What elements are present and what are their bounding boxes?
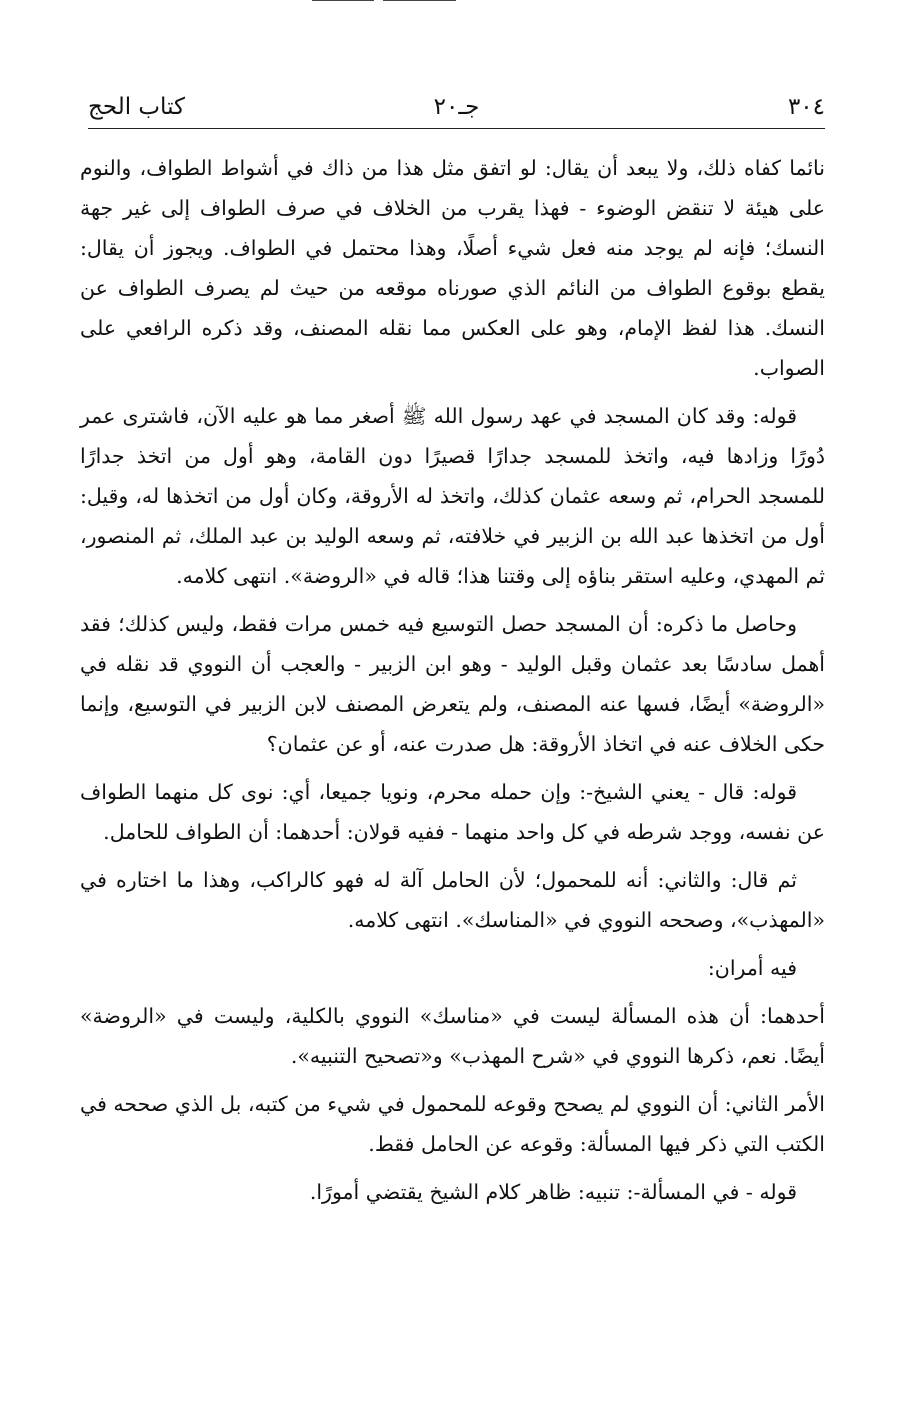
paragraph: الأمر الثاني: أن النووي لم يصحح وقوعه للمحمول في شيء من كتبه، بل الذي صححه في الكتب التي ذكر فيها المسألة: وقوعه عن الحامل فقط. xyxy=(80,1092,825,1156)
running-header xyxy=(88,88,825,128)
header-rule xyxy=(88,128,825,129)
book-title: كتاب الحج xyxy=(88,94,185,120)
paragraph: نائما كفاه ذلك، ولا يبعد أن يقال: لو اتفق مثل هذا من ذاك في أشواط الطواف، والنوم على هيئة لا تنقض الوضوء - فهذا يقرب من الخلاف في صرف الطواف إلى غير جهة النسك؛ فإنه لم يوجد منه فعل شيء أصلًا، وهذا محتمل في الطواف. ويجوز أن يقال: يقطع بوقوع الطواف من النائم الذي صورناه موقعه من حيث لم يصرف الطواف عن النسك. هذا لفظ الإمام، وهو على العكس مما نقله المصنف، وقد ذكره الرافعي على الصواب. xyxy=(80,156,825,380)
paragraph: ثم قال: والثاني: أنه للمحمول؛ لأن الحامل آلة له فهو كالراكب، وهذا ما اختاره في «المهذب»، وصححه النووي في «المناسك». انتهى كلامه. xyxy=(80,868,825,932)
paragraph: قوله: قال - يعني الشيخ-: وإن حمله محرم، ونويا جميعا، أي: نوى كل منهما الطواف عن نفسه، ووجد شرطه في كل واحد منهما - ففيه قولان: أحدهما: أن الطواف للحامل. xyxy=(80,780,825,844)
top-decorative-rule xyxy=(383,0,456,5)
paragraph: قوله: وقد كان المسجد في عهد رسول الله ﷺ أصغر مما هو عليه الآن، فاشترى عمر دُورًا وزادها فيه، واتخذ للمسجد جدارًا قصيرًا دون القامة، وهو أول من اتخذ جدارًا للمسجد الحرام، ثم وسعه عثمان كذلك، واتخذ له الأروقة، وكان أول من اتخذها له، وقيل: أول من اتخذها عبد الله بن الزبير في خلافته، ثم وسعه الوليد بن عبد الملك، ثم المنصور، ثم المهدي، وعليه استقر بناؤه إلى وقتنا هذا؛ قاله في «الروضة». انتهى كلامه. xyxy=(80,404,825,588)
paragraph: قوله - في المسألة-: تنبيه: ظاهر كلام الشيخ يقتضي أمورًا. xyxy=(309,1180,797,1204)
page-number: ٣٠٤ xyxy=(787,94,825,120)
top-decorative-rule xyxy=(312,0,374,5)
paragraph: وحاصل ما ذكره: أن المسجد حصل التوسيع فيه خمس مرات فقط، وليس كذلك؛ فقد أهمل سادسًا بعد عثمان وقبل الوليد - وهو ابن الزبير - والعجب أن النووي قد نقله في «الروضة» أيضًا، فسها عنه المصنف، ولم يتعرض المصنف لابن الزبير في التوسيع، وإنما حكى الخلاف عنه في اتخاذ الأروقة: هل صدرت عنه، أو عن عثمان؟ xyxy=(80,612,825,756)
text-body xyxy=(80,148,825,1212)
paragraph: أحدهما: أن هذه المسألة ليست في «مناسك» النووي بالكلية، وليست في «الروضة» أيضًا. نعم، ذكرها النووي في «شرح المهذب» و«تصحيح التنبيه». xyxy=(80,1004,825,1068)
paragraph: فيه أمران: xyxy=(707,956,797,980)
volume-label: جـ٢٠ xyxy=(433,94,480,120)
